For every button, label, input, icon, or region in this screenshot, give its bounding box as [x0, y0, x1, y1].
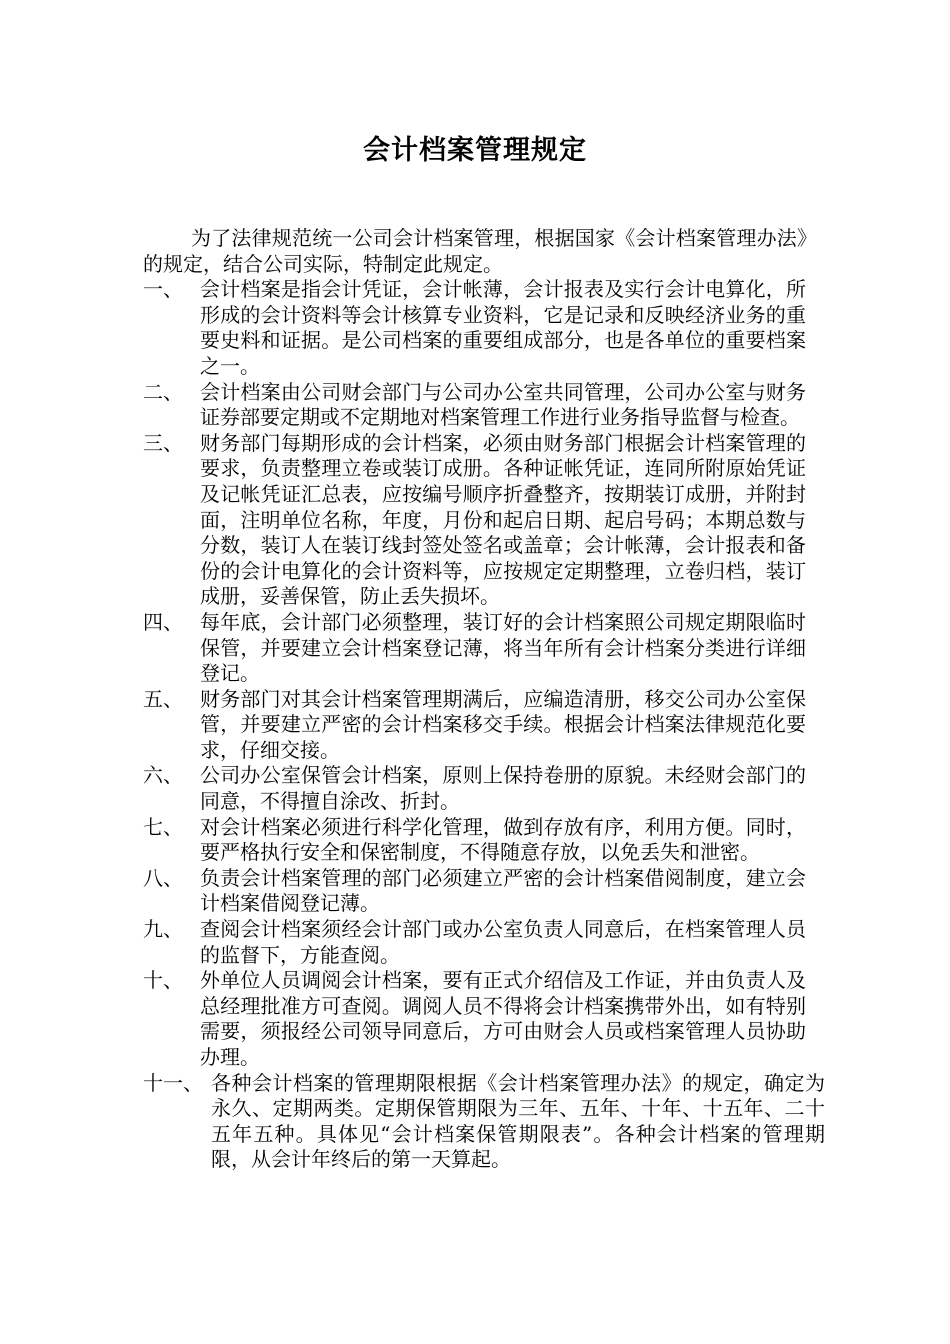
clause-text: 会计档案是指会计凭证，会计帐薄，会计报表及实行会计电算化，所形成的会计资料等会计核算专业资料，它是记录和反映经济业务的重要史料和证据。是公司档案的重要组成部分，也是各单位的重要档案之一。: [200, 277, 806, 378]
clause-text: 每年底，会计部门必须整理，装订好的会计档案照公司规定期限临时保管，并要建立会计档案登记薄，将当年所有会计档案分类进行详细登记。: [200, 609, 806, 686]
clause-7: [143, 815, 833, 866]
clause-number: 九、: [143, 917, 183, 942]
clause-number: 十一、: [143, 1070, 203, 1095]
clause-6: [143, 763, 833, 814]
clause-number: 六、: [143, 763, 183, 788]
document-title: 会计档案管理规定: [363, 135, 587, 166]
clause-text: 对会计档案必须进行科学化管理，做到存放有序，利用方便。同时，要严格执行安全和保密制度，不得随意存放，以免丢失和泄密。: [200, 814, 806, 865]
clause-11: [143, 1071, 833, 1173]
clause-8: [143, 866, 833, 917]
clause-number: 三、: [143, 430, 183, 455]
clause-number: 四、: [143, 609, 183, 634]
clause-text: 公司办公室保管会计档案，原则上保持卷册的原貌。未经财会部门的同意，不得擅自涂改、折封。: [200, 763, 806, 814]
clause-number: 七、: [143, 814, 183, 839]
clause-5: [143, 687, 833, 764]
clause-text: 会计档案由公司财会部门与公司办公室共同管理，公司办公室与财务证券部要定期或不定期地对档案管理工作进行业务指导监督与检查。: [200, 379, 806, 430]
intro-paragraph: 为了法律规范统一公司会计档案管理，根据国家《会计档案管理办法》的规定，结合公司实际，特制定此规定。: [143, 226, 807, 276]
clause-text: 外单位人员调阅会计档案，要有正式介绍信及工作证，并由负责人及总经理批准方可查阅。调阅人员不得将会计档案携带外出，如有特别需要，须报经公司领导同意后，方可由财会人员或档案管理人员协助办理。: [200, 968, 806, 1069]
clause-text: 财务部门对其会计档案管理期满后，应编造清册，移交公司办公室保管，并要建立严密的会计档案移交手续。根据会计档案法律规范化要求，仔细交接。: [200, 686, 806, 762]
clause-1: [143, 277, 833, 379]
clause-2: [143, 380, 833, 431]
clause-number: 二、: [143, 379, 183, 404]
clause-4: [143, 610, 833, 687]
clause-number: 五、: [143, 686, 183, 711]
clause-number: 八、: [143, 865, 183, 890]
clause-9: [143, 917, 833, 968]
clause-text: 财务部门每期形成的会计档案，必须由财务部门根据会计档案管理的要求，负责整理立卷或装订成册。各种证帐凭证，连同所附原始凭证及记帐凭证汇总表，应按编号顺序折叠整齐，按期装订成册，并附封面，注明单位名称，年度，月份和起启日期、起启号码；本期总数与分数，装订人在装订线封签处签名或盖章；会计帐薄，会计报表和备份的会计电算化的会计资料等，应按规定定期整理，立卷归档，装订成册，妥善保管，防止丢失损坏。: [200, 430, 806, 609]
document-body: [143, 226, 833, 1173]
clause-10: [143, 968, 833, 1070]
clause-number: 一、: [143, 277, 183, 302]
clause-3: [143, 431, 833, 610]
clause-text: 查阅会计档案须经会计部门或办公室负责人同意后，在档案管理人员的监督下，方能查阅。: [200, 917, 806, 967]
clause-text: 各种会计档案的管理期限根据《会计档案管理办法》的规定，确定为永久、定期两类。定期保管期限为三年、五年、十年、十五年、二十五年五种。具体见“会计档案保管期限表”。各种会计档案的管理期限，从会计年终后的第一天算起。: [211, 1070, 825, 1172]
clause-text: 负责会计档案管理的部门必须建立严密的会计档案借阅制度，建立会计档案借阅登记薄。: [200, 865, 806, 916]
clause-number: 十、: [143, 968, 183, 993]
